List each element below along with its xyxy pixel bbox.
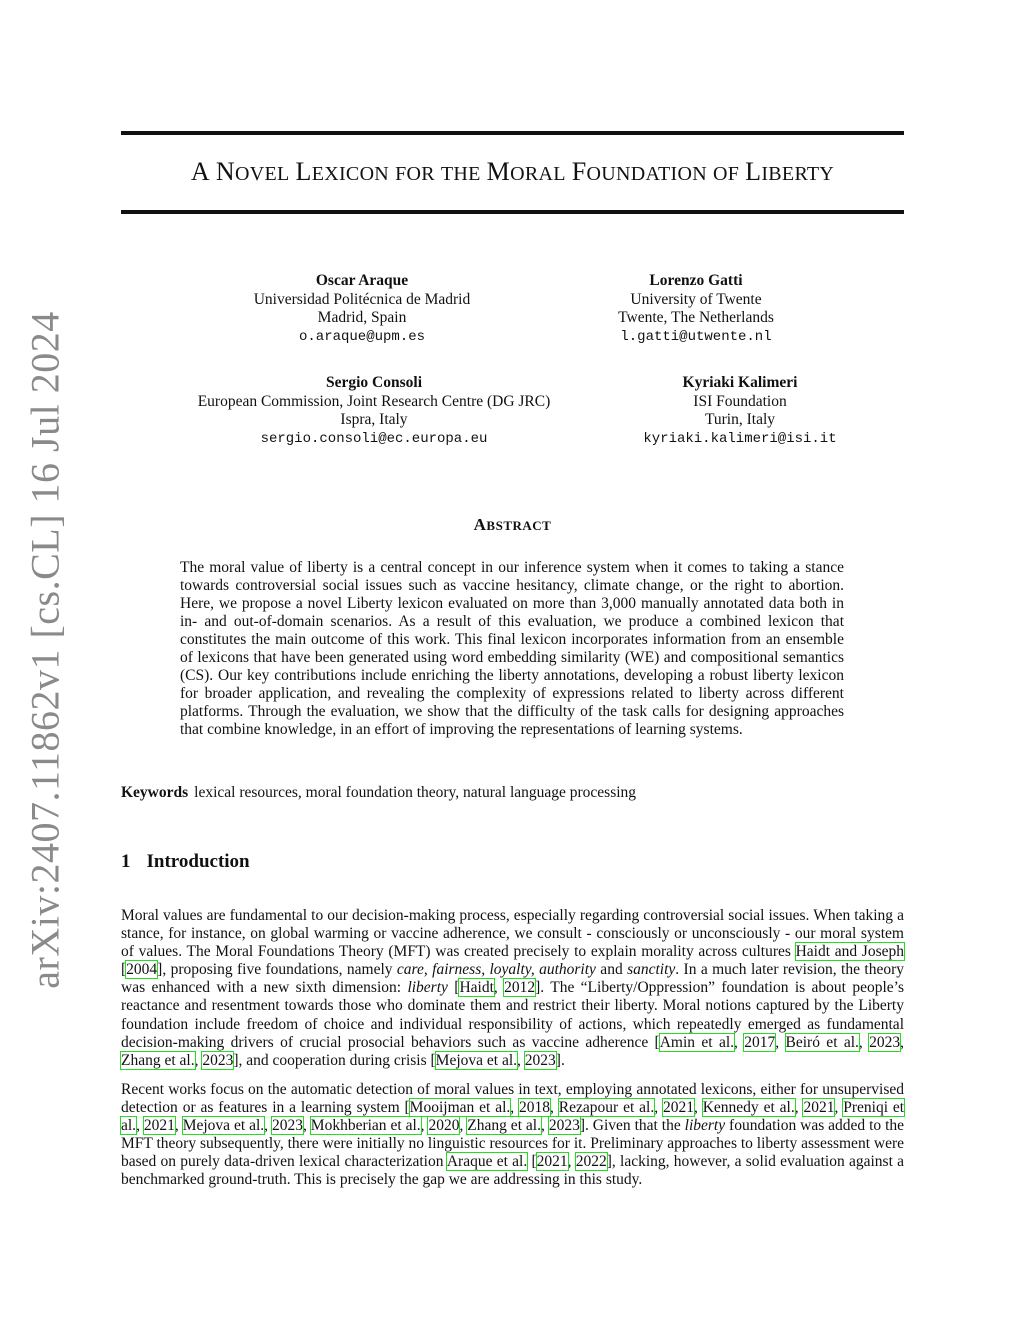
title-top-rule xyxy=(121,131,904,135)
citation-link[interactable]: 2023 xyxy=(271,1117,303,1135)
citation-link[interactable]: Preniqi et al. xyxy=(121,1099,905,1135)
citation-link[interactable]: 2023 xyxy=(202,1051,234,1069)
citation-link[interactable]: Haidt and Joseph xyxy=(795,943,904,961)
citation-link[interactable]: 2017 xyxy=(744,1033,776,1051)
keywords-text: lexical resources, moral foundation theory, natural language processing xyxy=(194,784,637,801)
author-location: Ispra, Italy xyxy=(340,411,408,428)
citation-link[interactable]: Haidt xyxy=(459,979,494,997)
arxiv-identifier-stamp: arXiv:2407.11862v1 [cs.CL] 16 Jul 2024 xyxy=(22,311,68,989)
author-block-gatti xyxy=(486,272,906,346)
citation-link[interactable]: 2023 xyxy=(524,1051,556,1069)
author-name: Sergio Consoli xyxy=(325,374,423,391)
citation-link[interactable]: Mejova et al. xyxy=(182,1117,265,1135)
citation-link[interactable]: 2004 xyxy=(126,961,158,979)
title-word: FOR xyxy=(395,163,435,185)
author-location: Turin, Italy xyxy=(704,411,776,428)
author-location: Madrid, Spain xyxy=(317,309,407,326)
title-word: OF xyxy=(712,163,740,185)
section-heading-introduction xyxy=(121,851,250,873)
citation-link[interactable]: 2012 xyxy=(504,979,536,997)
abstract-heading: ABSTRACT xyxy=(473,515,552,534)
author-email: l.gatti@utwente.nl xyxy=(620,328,772,345)
section-number: 1 xyxy=(121,851,131,872)
citation-link[interactable]: Araque et al. xyxy=(446,1153,528,1171)
abstract-text: The moral value of liberty is a central concept in our inference system when it comes to taking a stance towards controversial social issues such as vaccine hesitancy, climate change, or the right to abortion. Here, we propose a novel Liberty lexicon evaluated on more than 3,000 manually annotated data both in in- and out-of-domain scenarios. As a result of this evaluation, we produce a combined lexicon that constitutes the main outcome of this work. This final lexicon incorporates information from an ensemble of lexicons that have been generated using word embedding similarity (WE) and compositional semantics (CS). Our key contributions include enriching the liberty annotations, developing a robust liberty lexicon for broader application, and revealing the complexity of expressions related to liberty across different platforms. Through the evaluation, we show that the difficulty of the task calls for designing approaches that combine knowledge, in an effort of improving the representations of learning systems. xyxy=(180,558,844,739)
citation-link[interactable]: Beiró et al. xyxy=(785,1033,859,1051)
citation-link[interactable]: Mejova et al. xyxy=(435,1051,518,1069)
keywords-line xyxy=(121,784,636,802)
title-word: NOVEL xyxy=(215,157,290,186)
section-title: Introduction xyxy=(146,851,250,872)
title-word: A xyxy=(190,157,210,186)
author-location: Twente, The Netherlands xyxy=(618,309,774,326)
citation-link[interactable]: 2022 xyxy=(575,1153,607,1171)
paper-title xyxy=(121,157,904,187)
intro-paragraph-2: Recent works focus on the automatic detection of moral values in text, employing annotated lexicons, either for unsupervised detection or as features in a learning system [Mooijman et al., 2018, Rezapour et al., 2021, Kennedy et al., 2021, Preniqi et al., 2021, Mejova et al., 2023, Mokhberian et al., 2020, Zhang et al., 2023]. Given that the liberty foundation was added to the MFT theory subsequently, there were initially no linguistic resources for it. Preliminary approaches to liberty assessment were based on purely data-driven lexical characterization Araque et al. [2021, 2022], lacking, however, a solid evaluation against a benchmarked ground-truth. This is precisely the gap we are addressing in this study. xyxy=(121,1081,905,1189)
intro-paragraph-1: Moral values are fundamental to our decision-making process, especially regarding controversial social issues. When taking a stance, for instance, on global warming or vaccine adherence, we consult - consciously or unconsciously - our moral system of values. The Moral Foundations Theory (MFT) was created precisely to explain morality across cultures Haidt and Joseph [2004], proposing five foundations, namely care, fairness, loyalty, authority and sanctity. In a much later revision, the theory was enhanced with a new sixth dimension: liberty [Haidt, 2012]. The “Liberty/Oppression” foundation is about people’s reactance and resentment towards those who dominate them and restrict their liberty. Moral notions captured by the Liberty foundation include freedom of choice and individual responsibility of actions, which repeatedly emerged as fundamental decision-making drivers of crucial prosocial behaviors such as vaccine adherence [Amin et al., 2017, Beiró et al., 2023, Zhang et al., 2023], and cooperation during crisis [Mejova et al., 2023]. xyxy=(121,907,905,1069)
author-email: sergio.consoli@ec.europa.eu xyxy=(260,430,488,447)
citation-link[interactable]: 2023 xyxy=(869,1033,901,1051)
author-name: Oscar Araque xyxy=(315,272,409,289)
citation-link[interactable]: 2018 xyxy=(519,1099,551,1117)
citation-link[interactable]: 2021 xyxy=(536,1153,568,1171)
title-word: FOUNDATION xyxy=(571,157,707,186)
author-affiliation: Universidad Politécnica de Madrid xyxy=(253,290,471,308)
author-affiliation: University of Twente xyxy=(630,290,762,308)
title-word: MORAL xyxy=(486,157,566,186)
author-block-consoli xyxy=(164,374,584,448)
citation-link[interactable]: Kennedy et al. xyxy=(702,1099,795,1117)
author-name: Kyriaki Kalimeri xyxy=(682,374,798,391)
author-block-kalimeri xyxy=(530,374,950,448)
keywords-label: Keywords xyxy=(121,784,189,801)
author-name: Lorenzo Gatti xyxy=(649,272,743,289)
citation-link[interactable]: Rezapour et al. xyxy=(558,1099,655,1117)
citation-link[interactable]: 2021 xyxy=(803,1099,835,1117)
author-email: kyriaki.kalimeri@isi.it xyxy=(643,430,837,447)
author-email: o.araque@upm.es xyxy=(298,328,426,345)
citation-link[interactable]: Zhang et al. xyxy=(121,1051,195,1069)
title-word: THE xyxy=(440,163,481,185)
citation-link[interactable]: 2021 xyxy=(662,1099,694,1117)
title-bottom-rule xyxy=(121,210,904,214)
title-word: LEXICON xyxy=(295,157,390,186)
citation-link[interactable]: 2020 xyxy=(428,1117,460,1135)
citation-link[interactable]: 2021 xyxy=(143,1117,175,1135)
citation-link[interactable]: Mokhberian et al. xyxy=(310,1117,421,1135)
author-affiliation: European Commission, Joint Research Centre (DG JRC) xyxy=(197,392,551,410)
author-affiliation: ISI Foundation xyxy=(693,392,787,410)
citation-link[interactable]: Amin et al. xyxy=(659,1033,735,1051)
title-word: LIBERTY xyxy=(745,157,835,186)
citation-link[interactable]: Mooijman et al. xyxy=(409,1099,511,1117)
citation-link[interactable]: Zhang et al. xyxy=(467,1117,541,1135)
citation-link[interactable]: 2023 xyxy=(548,1117,580,1135)
